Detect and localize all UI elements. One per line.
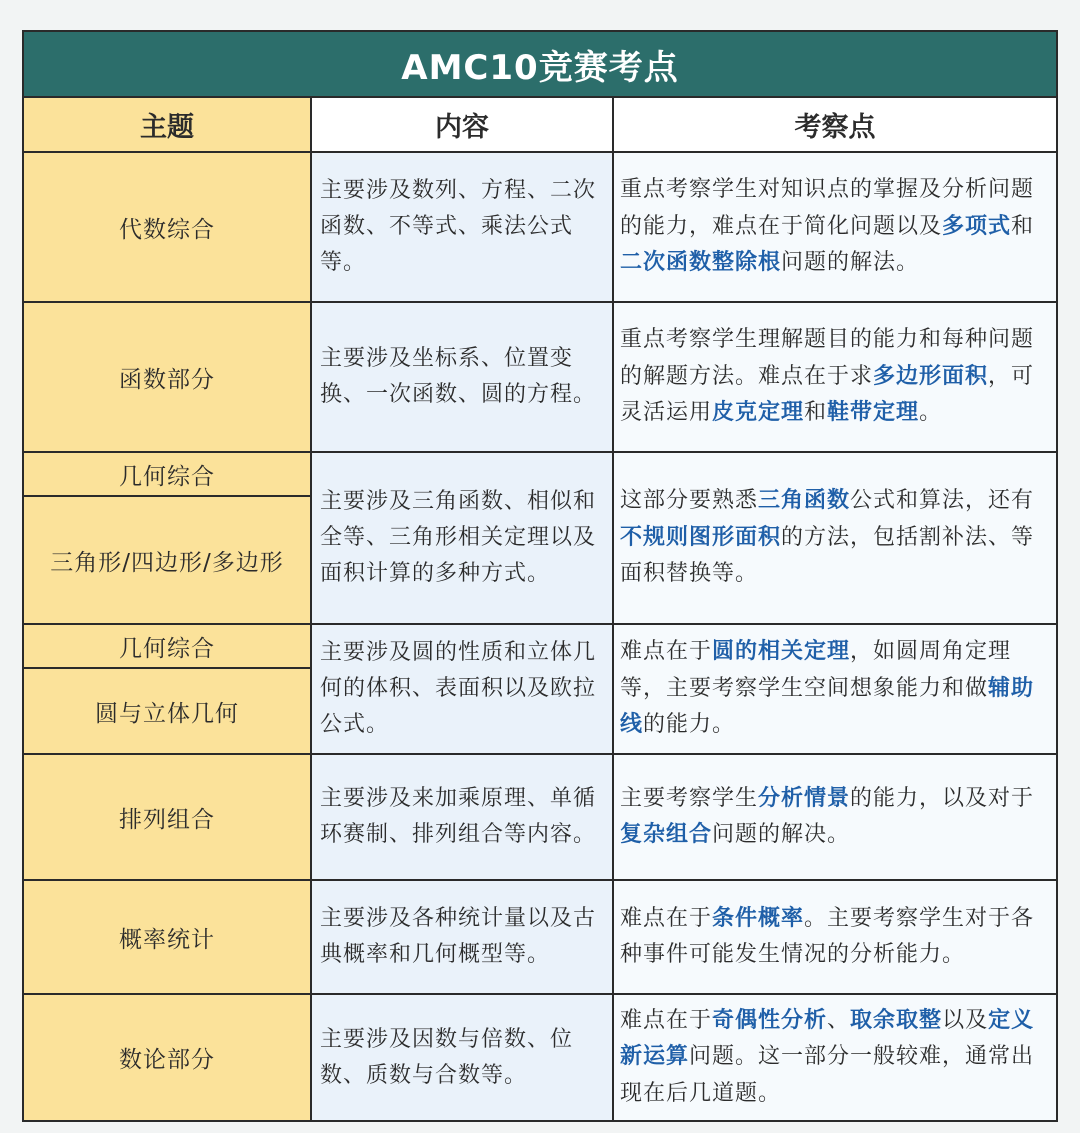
points-text: 。 — [919, 400, 943, 426]
topic-cell: 概率统计 — [24, 880, 311, 994]
highlighted-term: 条件概率 — [712, 905, 805, 931]
header-content: 内容 — [311, 98, 613, 152]
content-cell: 主要涉及圆的性质和立体几何的体积、表面积以及欧拉公式。 — [311, 624, 613, 754]
highlighted-term: 圆的相关定理 — [712, 639, 851, 665]
content-cell: 主要涉及三角函数、相似和全等、三角形相关定理以及面积计算的多种方式。 — [311, 452, 613, 624]
highlighted-term: 二次函数整除根 — [620, 250, 782, 276]
points-cell — [613, 452, 1056, 624]
content-cell: 主要涉及数列、方程、二次函数、不等式、乘法公式等。 — [311, 152, 613, 302]
points-text: ，如圆周角定理等，主要考察学生空间想象能力和做 — [620, 639, 1012, 701]
points-text: 难点在于 — [620, 639, 713, 665]
topic-cell: 几何综合 — [24, 624, 311, 668]
exam-points-table — [24, 98, 1056, 1120]
highlighted-term: 分析情景 — [758, 785, 851, 811]
highlighted-term: 三角函数 — [758, 488, 851, 514]
points-text: 的能力，以及对于 — [850, 785, 1035, 811]
points-cell — [613, 152, 1056, 302]
highlighted-term: 辅助线 — [620, 675, 1035, 738]
table-row — [24, 994, 1056, 1120]
points-text: ，可灵活运用 — [620, 363, 1035, 426]
subtopic-cell: 三角形/四边形/多边形 — [24, 496, 311, 624]
exam-points-table-card — [22, 30, 1058, 1122]
content-cell: 主要涉及因数与倍数、位数、质数与合数等。 — [311, 994, 613, 1120]
points-cell — [613, 302, 1056, 452]
points-cell — [613, 624, 1056, 754]
highlighted-term: 不规则图形面积 — [620, 524, 782, 550]
highlighted-term: 皮克定理 — [712, 400, 805, 426]
points-text: 公式和算法，还有 — [850, 488, 1035, 514]
points-cell — [613, 880, 1056, 994]
points-text: 问题的解决。 — [712, 822, 851, 847]
subtopic-cell: 圆与立体几何 — [24, 668, 311, 754]
topic-cell: 函数部分 — [24, 302, 311, 452]
topic-cell: 几何综合 — [24, 452, 311, 496]
table-row — [24, 880, 1056, 994]
points-text: 问题的解法。 — [781, 250, 920, 276]
points-text: 问题。这一部分一般较难，通常出现在后几道题。 — [620, 1044, 1035, 1106]
highlighted-term: 鞋带定理 — [827, 400, 920, 426]
points-text: 难点在于 — [620, 905, 713, 931]
header-topic: 主题 — [24, 98, 311, 152]
table-row — [24, 152, 1056, 302]
table-row — [24, 452, 1056, 496]
points-text: 重点考察学生理解题目的能力和每种问题的解题方法。难点在于求 — [620, 327, 1035, 389]
table-row — [24, 624, 1056, 668]
highlighted-term: 定义新运算 — [620, 1007, 1035, 1070]
points-cell — [613, 994, 1056, 1120]
points-text: 和 — [1011, 213, 1035, 239]
content-cell: 主要涉及各种统计量以及古典概率和几何概型等。 — [311, 880, 613, 994]
header-row — [24, 98, 1056, 152]
points-text: 和 — [804, 400, 828, 426]
points-text: 难点在于 — [620, 1007, 713, 1033]
points-text: 、 — [827, 1007, 851, 1033]
points-cell — [613, 754, 1056, 880]
points-text: 。主要考察学生对于各种事件可能发生情况的分析能力。 — [620, 905, 1035, 967]
points-text: 的方法，包括割补法、等面积替换等。 — [620, 524, 1035, 587]
topic-cell: 排列组合 — [24, 754, 311, 880]
highlighted-term: 多项式 — [942, 213, 1012, 239]
header-points: 考察点 — [613, 98, 1056, 152]
topic-cell: 代数综合 — [24, 152, 311, 302]
highlighted-term: 取余取整 — [850, 1007, 943, 1033]
points-text: 这部分要熟悉 — [620, 488, 759, 514]
points-text: 重点考察学生对知识点的掌握及分析问题的能力，难点在于简化问题以及 — [620, 177, 1035, 239]
content-cell: 主要涉及来加乘原理、单循环赛制、排列组合等内容。 — [311, 754, 613, 880]
content-cell: 主要涉及坐标系、位置变换、一次函数、圆的方程。 — [311, 302, 613, 452]
points-text: 主要考察学生 — [620, 785, 759, 811]
topic-cell: 数论部分 — [24, 994, 311, 1120]
table-row — [24, 754, 1056, 880]
table-title: AMC10竞赛考点 — [24, 32, 1056, 98]
highlighted-term: 复杂组合 — [620, 822, 713, 847]
points-text: 以及 — [942, 1007, 989, 1033]
points-text: 的能力。 — [643, 712, 736, 738]
highlighted-term: 多边形面积 — [873, 363, 989, 389]
table-row — [24, 302, 1056, 452]
highlighted-term: 奇偶性分析 — [712, 1007, 828, 1033]
